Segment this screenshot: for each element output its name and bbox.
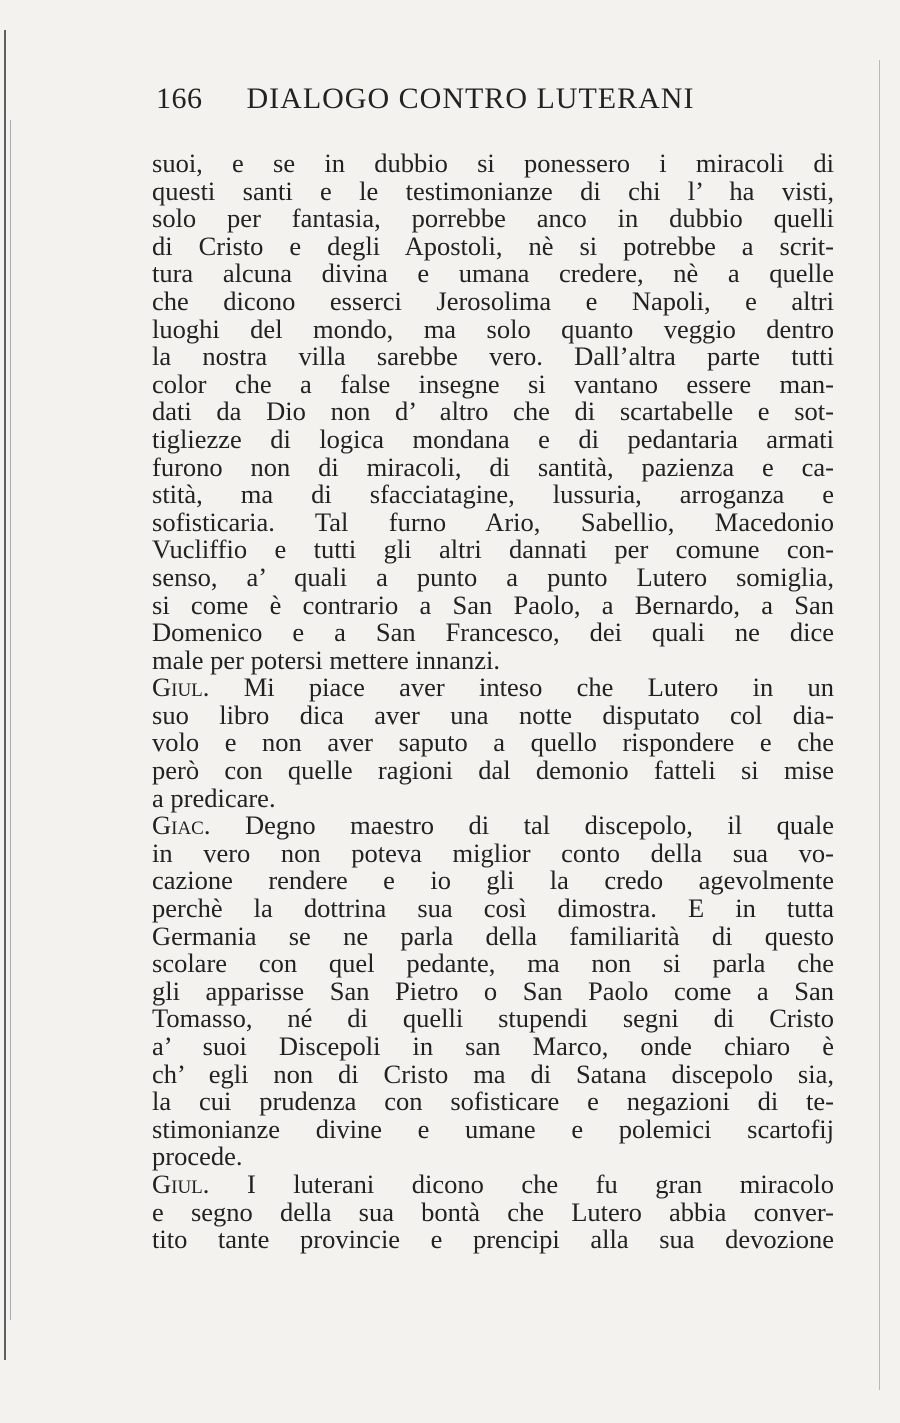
line-text: I luterani dicono che fu gran miracolo	[246, 1168, 834, 1199]
speaker-label: Giac.	[152, 810, 211, 841]
text-line	[152, 481, 834, 509]
running-head	[152, 82, 842, 116]
text-line	[152, 1113, 834, 1144]
text-line	[152, 536, 834, 564]
text-line	[152, 175, 834, 206]
line-text: Mi piace aver inteso che Lutero in un	[243, 672, 835, 703]
line-text: Degno maestro di tal discepolo, il quale	[245, 810, 835, 841]
line-text: perchè la dottrina sua così dimostra. E in tutta	[152, 893, 834, 924]
line-text: e segno della sua bontà che Lutero abbia conver-	[152, 1196, 834, 1227]
text-line	[152, 1088, 834, 1116]
line-text: questi santi e le testimonianze di chi l’ ha visti,	[152, 175, 834, 206]
text-line	[152, 1143, 834, 1171]
speaker-label: Giul.	[152, 672, 210, 703]
page-number: 166	[156, 82, 203, 115]
line-text: luoghi del mondo, ma solo quanto veggio dentro	[152, 313, 834, 344]
line-text: suoi, e se in dubbio si ponessero i miracoli di	[152, 148, 834, 178]
text-line	[152, 837, 834, 868]
text-line	[152, 782, 834, 813]
line-text: Germania se ne parla della familiarità di questo	[152, 920, 834, 951]
text-line	[152, 975, 834, 1006]
line-text: solo per fantasia, porrebbe anco in dubbio quelli	[152, 203, 834, 234]
line-text: stità, ma di sfacciatagine, lussuria, arroganza e	[152, 479, 834, 510]
text-line	[152, 451, 834, 482]
line-text: color che a false insegne si vantano essere man-	[152, 368, 834, 399]
line-text: però con quelle ragioni dal demonio fatteli si mise	[152, 755, 834, 786]
text-line	[152, 343, 834, 371]
line-text: cazione rendere e io gli la credo agevolmente	[152, 865, 834, 896]
text-line	[152, 313, 834, 344]
text-line	[152, 368, 834, 399]
line-text: procede.	[152, 1141, 243, 1172]
text-line	[152, 644, 834, 675]
line-text: in vero non poteva miglior conto della sua vo-	[152, 837, 834, 868]
text-line	[152, 285, 834, 316]
scan-edge-left-inner	[10, 120, 11, 1320]
line-text: gli apparisse San Pietro o San Paolo come a San	[152, 975, 834, 1006]
text-line	[152, 1033, 834, 1061]
line-text: a’ suoi Discepoli in san Marco, onde chiaro è	[152, 1031, 834, 1061]
line-text: la cui prudenza con sofisticare e negazioni di te-	[152, 1086, 834, 1117]
text-line	[152, 561, 834, 592]
text-line	[152, 950, 834, 978]
line-text: dati da Dio non d’ altro che di scartabelle e sot-	[152, 396, 834, 427]
line-text: di Cristo e degli Apostoli, nè si potrebbe a scrit-	[152, 230, 834, 261]
line-text: tigliezze di logica mondana e di pedantaria armati	[152, 423, 834, 454]
line-text: ch’ egli non di Cristo ma di Satana discepolo sia,	[152, 1058, 834, 1089]
line-text: che dicono esserci Jerosolima e Napoli, e altri	[152, 285, 834, 316]
line-text: suo libro dica aver una notte disputato col dia-	[152, 699, 834, 730]
text-line	[152, 260, 834, 288]
line-text: si come è contrario a San Paolo, a Bernardo, a San	[152, 589, 834, 620]
line-text: la nostra villa sarebbe vero. Dall’altra parte tutti	[152, 341, 834, 372]
text-line	[152, 1005, 834, 1033]
line-text: scolare con quel pedante, ma non si parla che	[152, 948, 834, 979]
text-line	[152, 589, 834, 620]
line-text: furono non di miracoli, di santità, pazienza e ca-	[152, 451, 834, 482]
text-line	[152, 619, 834, 647]
text-line	[152, 674, 834, 702]
line-text: stimonianze divine e umane e polemici scartofij	[152, 1113, 834, 1144]
text-line	[152, 895, 834, 923]
text-line	[152, 867, 834, 895]
text-line	[152, 150, 834, 178]
line-text: male per potersi mettere innanzi.	[152, 644, 501, 675]
line-text: tito tante provincie e prencipi alla sua devozione	[152, 1224, 834, 1255]
text-line	[152, 398, 834, 426]
text-line	[152, 1058, 834, 1089]
text-line	[152, 699, 834, 730]
text-line	[152, 1168, 834, 1199]
text-line	[152, 230, 834, 261]
running-title: DIALOGO CONTRO LUTERANI	[246, 82, 695, 115]
line-text: sofisticaria. Tal furno Ario, Sabellio, Macedonio	[152, 506, 834, 537]
line-text: Tomasso, né di quelli stupendi segni di Cristo	[152, 1003, 834, 1034]
line-text: tura alcuna divina e umana credere, nè a quelle	[152, 258, 834, 289]
text-line	[152, 1226, 834, 1254]
line-text: senso, a’ quali a punto a punto Lutero somiglia,	[152, 561, 834, 592]
text-line	[152, 205, 834, 233]
book-page	[152, 82, 842, 1254]
text-line	[152, 1196, 834, 1227]
body-text	[152, 150, 842, 1254]
text-line	[152, 757, 834, 785]
text-line	[152, 920, 834, 951]
line-text: volo e non aver saputo a quello rispondere e che	[152, 727, 834, 758]
scan-edge-left	[4, 30, 6, 1360]
text-line	[152, 423, 834, 454]
scan-edge-right	[879, 60, 880, 1390]
text-line	[152, 812, 834, 840]
line-text: a predicare.	[152, 782, 276, 813]
line-text: Vucliffio e tutti gli altri dannati per comune con-	[152, 534, 834, 565]
text-line	[152, 729, 834, 757]
line-text: Domenico e a San Francesco, dei quali ne dice	[152, 617, 834, 648]
speaker-label: Giul.	[152, 1168, 210, 1199]
text-line	[152, 506, 834, 537]
